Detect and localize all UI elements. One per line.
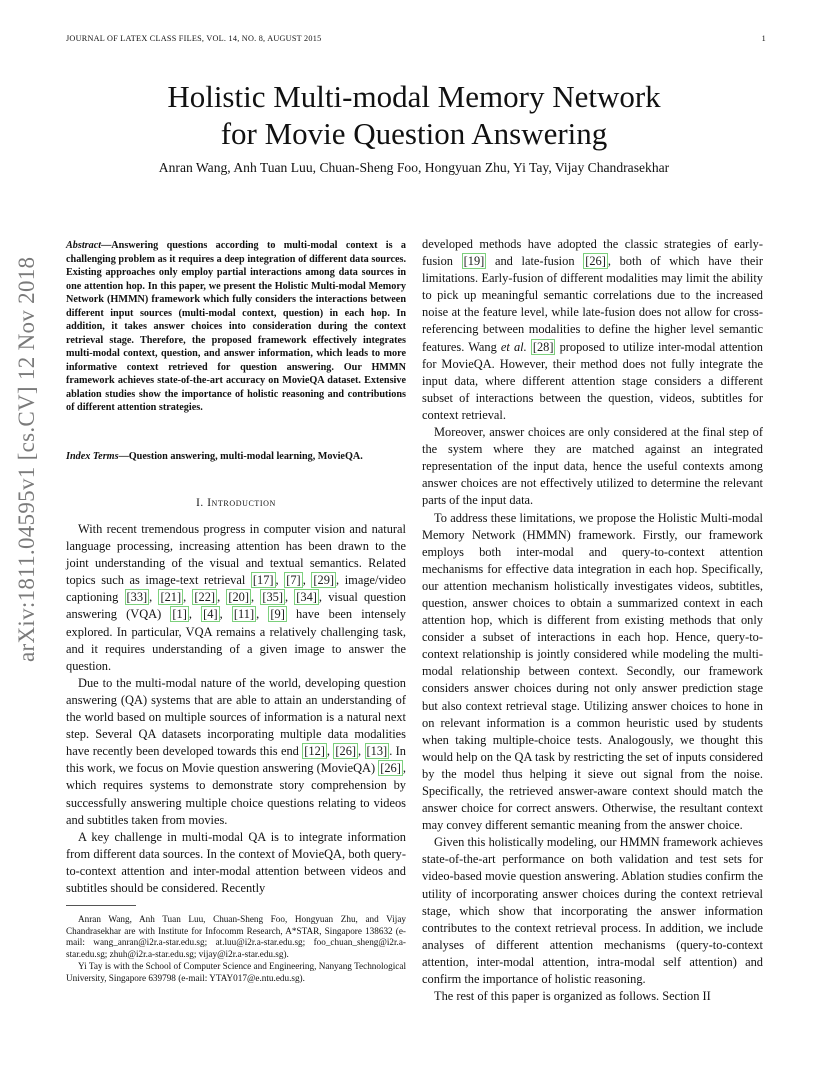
title-line-1: Holistic Multi-modal Memory Network — [167, 79, 661, 114]
text-run: Due to the multi-modal nature of the world, developing question answering (QA) systems that are able to attain an understanding of the world based on multiple sources of information is a natural next step. Several QA datasets incorporating multiple data modalities have recently been developed towards this end — [66, 675, 406, 759]
abstract — [66, 239, 406, 415]
paper-title — [0, 78, 828, 152]
text-run: , image/video captioning — [66, 573, 406, 605]
footnote-affiliation-1: Anran Wang, Anh Tuan Luu, Chuan-Sheng Foo, Hongyuan Zhu, and Vijay Chandrasekhar are with Institute for Infocomm Research, A*STAR, Singapore 138632 (e-mail: wang_anran@i2r.a-star.edu.sg; at.luu@i2r.a-star.edu.sg; foo_chuan_sheng@i2r.a-star.edu.sg; zhuh@i2r.a-star.edu.sg; vijay@i2r.a-star.edu.sg). — [66, 914, 406, 960]
citation-link[interactable]: [35] — [262, 590, 283, 605]
index-terms — [66, 450, 406, 464]
text-run: , which requires systems to demonstrate story comprehension by successfully answering multiple choice questions relating to videos and subtitles taken from movies. — [66, 761, 406, 827]
citation-link[interactable]: [26] — [335, 744, 357, 759]
text-run: have been intensely explored. In particular, VQA remains a relatively challenging task, and it requires understanding of a given image to answer the question. — [66, 607, 406, 673]
citation-link[interactable]: [1] — [172, 607, 187, 622]
citation-link[interactable]: [26] — [380, 761, 401, 776]
citation-link[interactable]: [22] — [194, 590, 216, 605]
index-terms-text: —Question answering, multi-modal learning, MovieQA. — [118, 451, 363, 462]
citation-link[interactable]: [28] — [532, 339, 554, 354]
footnote-rule — [66, 905, 136, 906]
abstract-label: Abstract — [66, 240, 102, 251]
citation-link[interactable]: [21] — [160, 590, 182, 605]
section-title: Introduction — [207, 497, 276, 509]
text-run: and late-fusion — [486, 254, 584, 269]
journal-name: JOURNAL OF LATEX CLASS FILES, VOL. 14, NO. 8, AUGUST 2015 — [66, 34, 322, 43]
paragraph: Due to the multi-modal nature of the world, developing question answering (QA) systems that are able to attain an understanding of the world based on multiple sources of information is a natural next step. Several QA datasets incorporating multiple data modalities have recently been developed towards this end [12] , [26] , [13] . In this work, we focus on Movie question answering (MovieQA) [26] , which requires systems to demonstrate story comprehension by successfully answering multiple choice questions relating to videos and subtitles taken from movies. — [66, 675, 406, 827]
author-list: Anran Wang, Anh Tuan Luu, Chuan-Sheng Foo, Hongyuan Zhu, Yi Tay, Vijay Chandrasekhar — [158, 160, 670, 175]
citation-link[interactable]: [29] — [313, 573, 335, 588]
text-run: With recent tremendous progress in computer vision and natural language processing, increasing attention has been drawn to the joint understanding of the visual and textual semantics. Related topics such as image-text retrieval — [66, 522, 406, 588]
right-column-body — [422, 236, 763, 1005]
title-line-2: for Movie Question Answering — [220, 116, 608, 151]
citation-link[interactable]: [17] — [252, 573, 274, 588]
citation-link[interactable]: [34] — [296, 590, 317, 605]
paragraph: Moreover, answer choices are only considered at the final step of the system where they are matched against an integrated representation of the input data, hence the useful contexts among answer choices are not effectively utilized to determine the relevant parts of the input data. — [422, 425, 763, 508]
citation-link[interactable]: [26] — [585, 254, 606, 269]
paragraph: A key challenge in multi-modal QA is to integrate information from different data sources. In the context of MovieQA, both query-to-context attention and inter-modal attention between videos and subtitles should be considered. Recently — [66, 829, 406, 895]
citation-link[interactable]: [19] — [463, 254, 485, 269]
index-terms-label: Index Terms — [66, 451, 119, 462]
paragraph: With recent tremendous progress in computer vision and natural language processing, increasing attention has been drawn to the joint understanding of the visual and textual semantics. Related topics such as image-text retrieval [17] , [7] , [29] , image/video captioning [33] , [21] , [22] , [20] , [35] , [34] , visual question answering (VQA) [1] , [4] , [11] , [9] have been intensely explored. In particular, VQA remains a relatively challenging task, and it requires understanding of a given image to answer the question. — [66, 522, 406, 673]
citation-link[interactable]: [20] — [228, 590, 250, 605]
paragraph: The rest of this paper is organized as follows. Section II — [434, 989, 711, 1004]
footnotes — [66, 914, 406, 984]
citation-link[interactable]: [7] — [286, 573, 301, 588]
page-number: 1 — [761, 34, 766, 43]
text-run: , both of which have their limitations. Early-fusion of different modalities may limit the ability to pick up meaningful semantic correlations due to the increased noise at the feature level, while late-fusion does not allow for cross-referencing between modalities to define the higher level semantic features. Wang — [422, 254, 763, 354]
running-header — [66, 34, 766, 43]
citation-link[interactable]: [11] — [233, 607, 255, 622]
text-run: . In this work, we focus on Movie question answering (MovieQA) — [66, 744, 406, 776]
left-column-body — [66, 521, 406, 897]
et-al: et al. — [500, 339, 527, 354]
section-heading-introduction — [66, 497, 406, 509]
text-run: proposed to utilize inter-modal attention for MovieQA. However, their method does not fully integrate the input data, where different attention stage considers a different subset of interactions between the question, videos, subtitles for context retrieval. — [422, 339, 763, 422]
paragraph: Given this holistically modeling, our HMMN framework achieves state-of-the-art performance on both validation and test sets for video-based movie question answering. Ablation studies confirm the utility of incorporating answer choices during the context retrieval stage, which show that incorporating the answer information contributes to the context retrieval process. In addition, we include analyses of different attention mechanisms (query-to-context attention, inter-modal attention, intra-modal self attention) and confirm the importance of holistic reasoning. — [422, 835, 763, 987]
text-run: , visual question answering (VQA) — [66, 590, 406, 622]
text-run: developed methods have adopted the classic strategies of early-fusion — [422, 237, 763, 269]
citation-link[interactable]: [12] — [304, 744, 325, 759]
paragraph: To address these limitations, we propose the Holistic Multi-modal Memory Network (HMMN) framework. Firstly, our framework employs both inter-modal and query-to-context attention mechanisms for effective data integration in each hop. Specifically, our attention mechanism holistically investigates videos, subtitles, question, answer choices to obtain a summarized context in each attention hop, which is different from existing methods that only consider a subset of interactions in each hop. Hence, query-to-context relationship is jointly considered while modeling the multi-modal relationship between context. Secondly, our framework considers answer choices during not only answer prediction stage but also context retrieval stage. Utilizing answer choices to hone in on relevant information is a common heuristic used by students when taking multiple-choice tests. Analogously, we thought this would help on the QA task by restricting the set of inputs considered by the model thus helping it sieve out signal from the noise. Specifically, the retrieved answer-aware context should match the answer choice for correct answers. Otherwise, the resultant context may convey different semantic meaning from the answer choice. — [422, 510, 763, 833]
citation-link[interactable]: [13] — [366, 744, 388, 759]
paragraph — [422, 236, 763, 424]
citation-link[interactable]: [9] — [270, 607, 285, 622]
citation-link[interactable]: [4] — [203, 607, 218, 622]
section-numeral: I. — [196, 497, 208, 509]
arxiv-stamp: arXiv:1811.04595v1 [cs.CV] 12 Nov 2018 — [14, 256, 39, 662]
citation-link[interactable]: [33] — [126, 590, 148, 605]
abstract-text: —Answering questions according to multi-modal context is a challenging problem as it requires a deep integration of different data sources. Existing approaches only employ partial interactions among data sources in one attention hop. In this paper, we present the Holistic Multi-modal Memory Network (HMMN) framework which fully considers the interactions between different input sources (multi-modal context, question) in each hop. In addition, it takes answer choices into consideration during the context retrieval stage. Therefore, the proposed framework effectively integrates multi-modal context, question, and answer information, which leads to more informative context retrieved for question answering. Our HMMN framework achieves state-of-the-art accuracy on MovieQA dataset. Extensive ablation studies show the importance of holistic reasoning and contributions of different attention strategies. — [66, 240, 406, 413]
footnote-affiliation-2: Yi Tay is with the School of Computer Science and Engineering, Nanyang Technological University, Singapore 639798 (e-mail: YTAY017@e.ntu.edu.sg). — [66, 960, 406, 983]
